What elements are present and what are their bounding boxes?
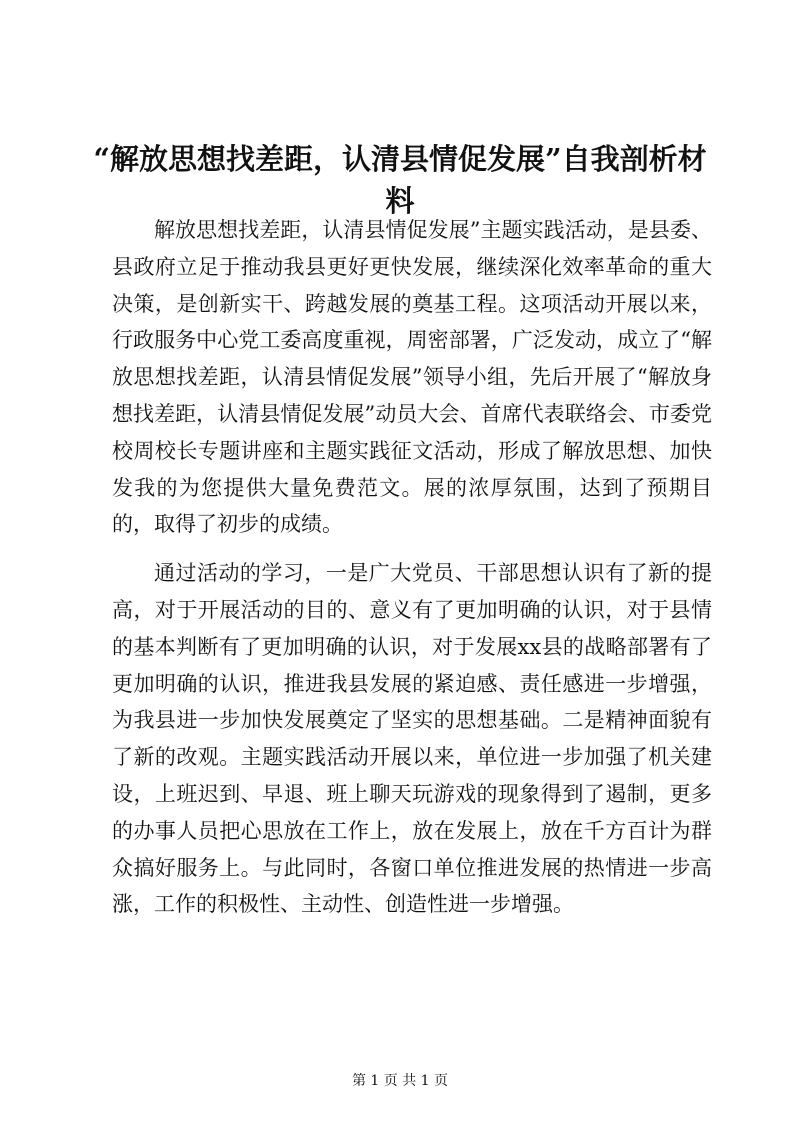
document-title: “解放思想找差距，认清县情促发展”自我剖析材料 [93, 142, 707, 218]
page-footer: 第 1 页 共 1 页 [351, 1073, 449, 1089]
paragraph: 通过活动的学习，一是广大党员、干部思想认识有了新的提高，对于开展活动的目的、意义有了更加明确的认识，对于县情的基本判断有了更加明确的认识，对于发展xx县的战略部署有了更加明确的认识，推进我县发展的紧迫感、责任感进一步增强，为我县进一步加快发展奠定了坚实的思想基础。二是精神面貌有了新的改观。主题实践活动开展以来，单位进一步加强了机关建设，上班迟到、早退、班上聊天玩游戏的现象得到了遏制，更多的办事人员把心思放在工作上，放在发展上，放在千方百计为群众搞好服务上。与此同时，各窗口单位推进发展的热情进一步高涨，工作的积极性、主动性、创造性进一步增强。 [112, 561, 712, 917]
document-body [112, 212, 712, 935]
paragraph: 解放思想找差距，认清县情促发展”主题实践活动，是县委、县政府立足于推动我县更好更快发展，继续深化效率革命的重大决策，是创新实干、跨越发展的奠基工程。这项活动开展以来，行政服务中心党工委高度重视，周密部署，广泛发动，成立了“解放思想找差距，认清县情促发展”领导小组，先后开展了“解放身想找差距，认清县情促发展”动员大会、首席代表联络会、市委党校周校长专题讲座和主题实践征文活动，形成了解放思想、加快发我的为您提供大量免费范文。展的浓厚氛围，达到了预期目的，取得了初步的成绩。 [112, 218, 712, 537]
